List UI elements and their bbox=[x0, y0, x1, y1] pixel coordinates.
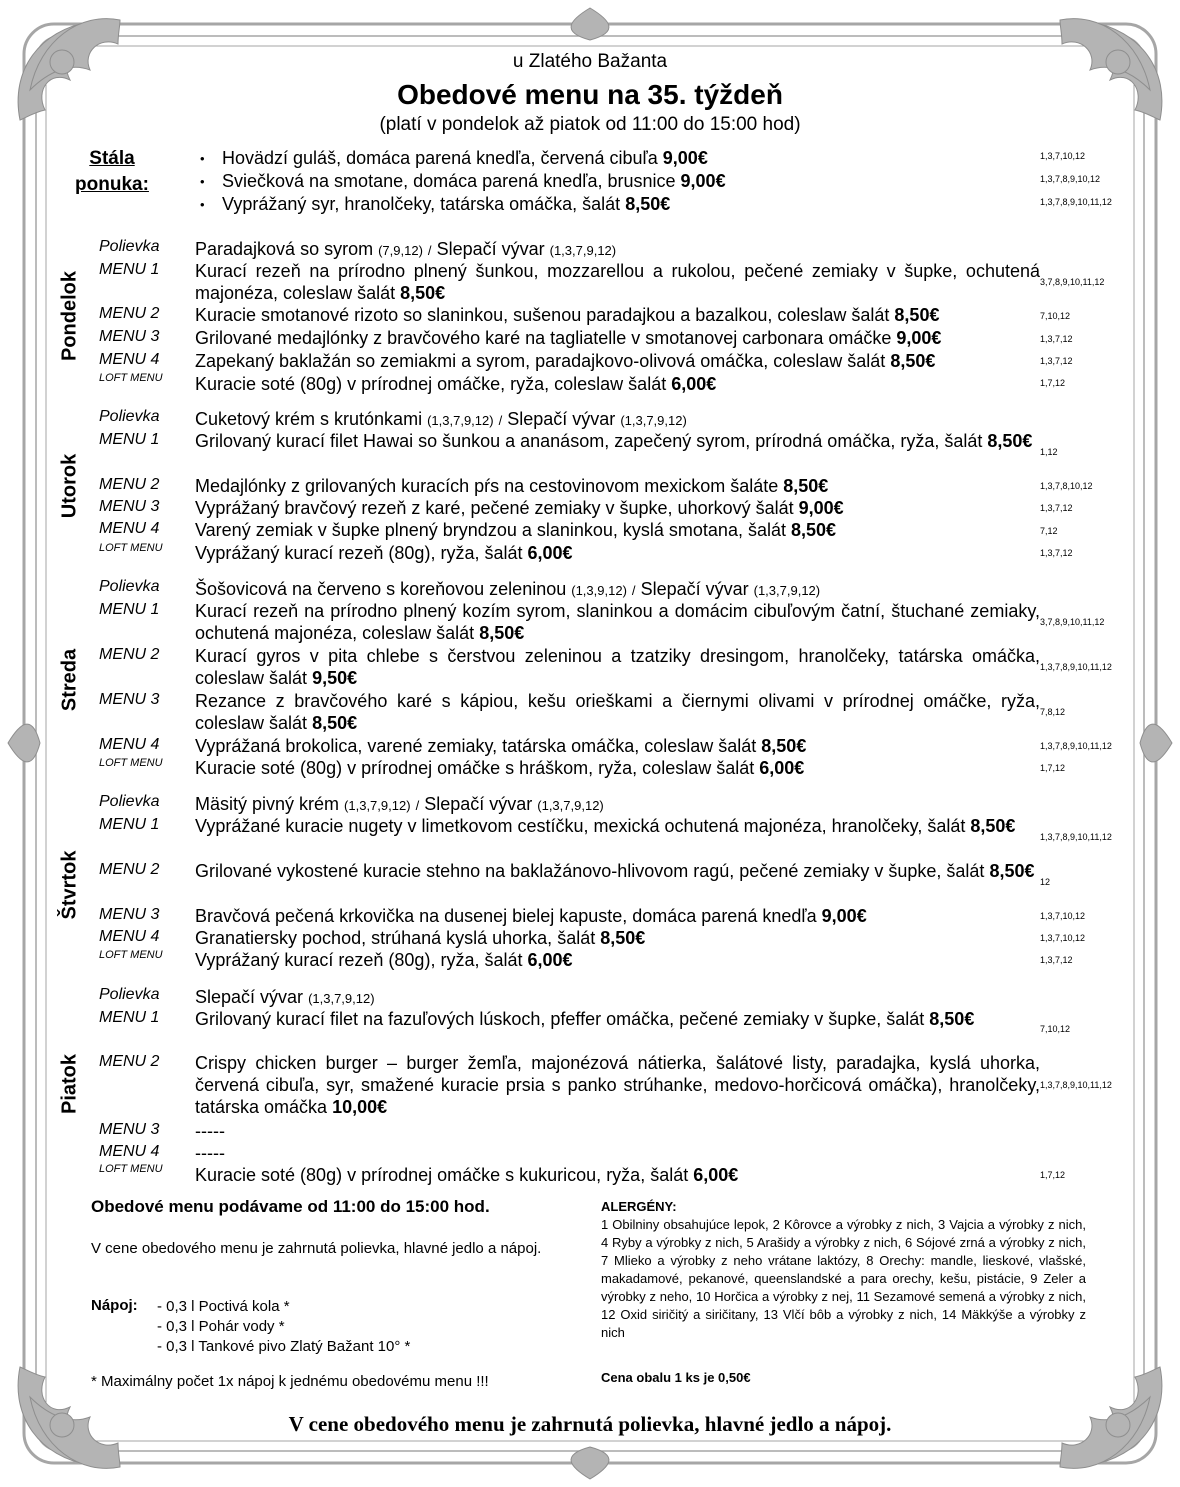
allergen-codes: 1,7,12 bbox=[1040, 1170, 1066, 1180]
menu-item: Kuracie soté (80g) v prírodnej omáčke, ryža, coleslaw šalát 6,00€ bbox=[195, 374, 717, 394]
allergen-codes: 1,3,7,10,12 bbox=[1040, 911, 1086, 921]
menu-label: LOFT MENU bbox=[99, 757, 163, 769]
menu-label: MENU 3 bbox=[99, 906, 160, 923]
menu-item: Zapekaný baklažán so zemiakmi a syrom, paradajkovo-olivová omáčka, coleslaw šalát 8,50€ bbox=[195, 351, 936, 371]
menu-item: Crispy chicken burger – burger žemľa, majonézová nátierka, šalátové listy, paradajka, kyslá uhorka, červená cibuľa, syr, smažené kuracie prsia s panko strúhanke, medovo-horčicová omáčka), hranolčeky, tatárska omáčka 10,00€ bbox=[195, 1053, 1040, 1117]
allergen-codes: 1,3,7,12 bbox=[1040, 548, 1073, 558]
drink-limit-note: * Maximálny počet 1x nápoj k jednému obedovému menu !!! bbox=[91, 1373, 489, 1390]
price: 8,50€ bbox=[791, 520, 837, 540]
menu-label: MENU 1 bbox=[99, 431, 160, 448]
menu-label: MENU 2 bbox=[99, 476, 160, 493]
price: 8,50€ bbox=[312, 713, 358, 733]
allergen-codes: 7,10,12 bbox=[1040, 1024, 1071, 1034]
menu-item: Vyprážaný bravčový rezeň z karé, pečené zemiaky v šupke, uhorkový šalát 9,00€ bbox=[195, 498, 844, 518]
price: 6,00€ bbox=[693, 1165, 739, 1185]
soup-label: Polievka bbox=[99, 408, 160, 425]
bullet-icon: • bbox=[200, 197, 205, 212]
allergen-codes: 1,3,7,8,9,10,12 bbox=[1040, 174, 1101, 184]
price: 8,50€ bbox=[479, 623, 525, 643]
menu-item: Grilovaný kurací filet na fazuľových lúskoch, pfeffer omáčka, pečené zemiaky v šupke, šalát 8,50€ bbox=[195, 1009, 975, 1029]
menu-item: Granatiersky pochod, strúhaná kyslá uhorka, šalát 8,50€ bbox=[195, 928, 646, 948]
allergen-codes: 1,3,7,8,9,10,11,12 bbox=[1040, 832, 1112, 842]
allergen-codes: 1,3,7,8,9,10,11,12 bbox=[1040, 741, 1112, 751]
price: 8,50€ bbox=[987, 431, 1033, 451]
bullet-icon: • bbox=[200, 174, 205, 189]
allergen-codes: 1,3,7,8,10,12 bbox=[1040, 481, 1093, 491]
allergen-codes: 1,12 bbox=[1040, 447, 1058, 457]
drink-item: - 0,3 l Tankové pivo Zlatý Bažant 10° * bbox=[157, 1338, 411, 1355]
menu-label: MENU 2 bbox=[99, 305, 160, 322]
menu-item: Vyprážané kuracie nugety v limetkovom cestíčku, mexická ochutená majonéza, hranolčeky, šalát 8,50€ bbox=[195, 816, 1016, 836]
price: 8,50€ bbox=[890, 351, 936, 371]
price: 9,00€ bbox=[798, 498, 844, 518]
menu-label: MENU 3 bbox=[99, 1121, 160, 1138]
permanent-offer-label: Stála ponuka: bbox=[75, 148, 149, 195]
price: 6,00€ bbox=[527, 543, 573, 563]
price: 8,50€ bbox=[970, 816, 1016, 836]
allergen-codes: 1,3,7,8,9,10,11,12 bbox=[1040, 662, 1112, 672]
price: 6,00€ bbox=[671, 374, 717, 394]
allergen-codes: 3,7,8,9,10,11,12 bbox=[1040, 277, 1105, 287]
menu-item: Bravčová pečená krkovička na dusenej bielej kapuste, domáca parená knedľa 9,00€ bbox=[195, 906, 867, 926]
restaurant-name: u Zlatého Bažanta bbox=[512, 51, 668, 72]
price: 8,50€ bbox=[600, 928, 646, 948]
price: 8,50€ bbox=[929, 1009, 975, 1029]
price: 8,50€ bbox=[400, 283, 446, 303]
menu-label: LOFT MENU bbox=[99, 1163, 163, 1175]
allergen-codes: 1,3,7,12 bbox=[1040, 356, 1073, 366]
menu-item: Grilovaný kurací filet Hawai so šunkou a ananásom, zapečený syrom, prírodná omáčka, ryža, šalát 8,50€ bbox=[195, 431, 1033, 451]
allergens-legend: 1 Obilniny obsahujúce lepok, 2 Kôrovce a výrobky z nich, 3 Vajcia a výrobky z nich, 4 Ryby a výrobky z nich, 5 Arašidy a výrobky z nich, 6 Sójové zrná a výrobky z nich, 7 Mlieko a výrobky z neho vrátane laktózy, 8 Orechy: mandle, lieskové, vlašské, makadamové, pekanové, queenslandské a para orechy, kešu, pistácie, 9 Zeler a výrobky z neho, 10 Horčica a výrobky z nej, 11 Sezamové semená a výrobky z nich, 12 Oxid siričitý a siričitany, 13 Vlčí bôb a výrobky z nich, 14 Mäkkýše a výrobky z nich bbox=[601, 1217, 1086, 1340]
menu-item: Kuracie smotanové rizoto so slaninkou, sušenou paradajkou a bazalkou, coleslaw šalát 8,50€ bbox=[195, 305, 940, 325]
price: 9,00€ bbox=[680, 171, 726, 191]
menu-item: Kuracie soté (80g) v prírodnej omáčke s kukuricou, ryža, šalát 6,00€ bbox=[195, 1165, 739, 1185]
menu-label: MENU 4 bbox=[99, 1143, 160, 1160]
menu-label: MENU 4 bbox=[99, 520, 160, 537]
allergen-codes: 1,3,7,12 bbox=[1040, 334, 1073, 344]
menu-item: Grilované medajlónky z bravčového karé na tagliatelle v smotanovej carbonara omáčke 9,00€ bbox=[195, 328, 942, 348]
price: 6,00€ bbox=[759, 758, 805, 778]
bullet-icon: • bbox=[200, 151, 205, 166]
allergen-codes: 7,12 bbox=[1040, 526, 1058, 536]
serving-hours: Obedové menu podávame od 11:00 do 15:00 hod. bbox=[91, 1197, 490, 1216]
soup-item: Šošovicová na červeno s koreňovou zeleninou (1,3,9,12) / Slepačí vývar (1,3,7,9,12) bbox=[195, 579, 821, 599]
price: 8,50€ bbox=[989, 861, 1035, 881]
menu-item: Grilované vykostené kuracie stehno na baklažánovo-hlivovom ragú, pečené zemiaky v šupke, šalát 8,50€ bbox=[195, 861, 1035, 881]
allergen-codes: 7,8,12 bbox=[1040, 707, 1066, 717]
menu-label: MENU 1 bbox=[99, 816, 160, 833]
menu-label: MENU 3 bbox=[99, 691, 160, 708]
menu-label: MENU 4 bbox=[99, 736, 160, 753]
menu-label: MENU 3 bbox=[99, 498, 160, 515]
soup-label: Polievka bbox=[99, 578, 160, 595]
price: 8,50€ bbox=[894, 305, 940, 325]
menu-label: LOFT MENU bbox=[99, 372, 163, 384]
menu-item: Kurací gyros v pita chlebe s čerstvou zeleninou a tzatziky dresingom, hranolčeky, tatárska omáčka, coleslaw šalát 9,50€ bbox=[195, 646, 1040, 688]
price: 9,00€ bbox=[662, 148, 708, 168]
menu-item: ----- bbox=[195, 1143, 225, 1163]
soup-item: Mäsitý pivný krém (1,3,7,9,12) / Slepačí vývar (1,3,7,9,12) bbox=[195, 794, 604, 814]
menu-item: Varený zemiak v šupke plnený bryndzou a slaninkou, kyslá smotana, šalát 8,50€ bbox=[195, 520, 837, 540]
allergen-codes: 1,3,7,12 bbox=[1040, 503, 1073, 513]
allergen-codes: 1,3,7,10,12 bbox=[1040, 151, 1086, 161]
menu-item: Kuracie soté (80g) v prírodnej omáčke s hráškom, ryža, coleslaw šalát 6,00€ bbox=[195, 758, 805, 778]
drinks-label: Nápoj: bbox=[91, 1297, 138, 1314]
soup-label: Polievka bbox=[99, 793, 160, 810]
price: 8,50€ bbox=[625, 194, 671, 214]
menu-label: MENU 2 bbox=[99, 861, 160, 878]
allergen-codes: 1,7,12 bbox=[1040, 763, 1066, 773]
menu-item: Kurací rezeň na prírodno plnený šunkou, mozzarellou a rukolou, pečené zemiaky v šupke, ochutená majonéza, coleslaw šalát 8,50€ bbox=[195, 261, 1040, 303]
packaging-price: Cena obalu 1 ks je 0,50€ bbox=[601, 1370, 751, 1385]
menu-item: Vyprážaný kurací rezeň (80g), ryža, šalát 6,00€ bbox=[195, 950, 573, 970]
allergen-codes: 1,7,12 bbox=[1040, 378, 1066, 388]
price-includes-note: V cene obedového menu je zahrnutá polievka, hlavné jedlo a nápoj. bbox=[91, 1240, 542, 1257]
menu-item: Vyprážaný kurací rezeň (80g), ryža, šalát 6,00€ bbox=[195, 543, 573, 563]
allergen-codes: 12 bbox=[1040, 877, 1051, 887]
menu-validity: (platí v pondelok až piatok od 11:00 do 15:00 hod) bbox=[379, 114, 801, 135]
price: 9,00€ bbox=[896, 328, 942, 348]
menu-label: MENU 2 bbox=[99, 646, 160, 663]
drink-item: - 0,3 l Pohár vody * bbox=[157, 1318, 285, 1335]
allergen-codes: 1,3,7,8,9,10,11,12 bbox=[1040, 1080, 1112, 1090]
soup-item: Paradajková so syrom (7,9,12) / Slepačí vývar (1,3,7,9,12) bbox=[195, 239, 617, 259]
menu-label: LOFT MENU bbox=[99, 949, 163, 961]
price: 9,00€ bbox=[821, 906, 867, 926]
soup-item: Cuketový krém s krutónkami (1,3,7,9,12) / Slepačí vývar (1,3,7,9,12) bbox=[195, 409, 687, 429]
allergen-codes: 3,7,8,9,10,11,12 bbox=[1040, 617, 1105, 627]
price: 10,00€ bbox=[332, 1097, 388, 1117]
menu-label: MENU 2 bbox=[99, 1053, 160, 1070]
menu-item: ----- bbox=[195, 1121, 225, 1141]
menu-label: MENU 4 bbox=[99, 928, 160, 945]
menu-label: MENU 1 bbox=[99, 1009, 160, 1026]
menu-item: Rezance z bravčového karé s kápiou, kešu orieškami a čiernymi olivami v prírodnej omáčke, ryža, coleslaw šalát 8,50€ bbox=[195, 691, 1040, 733]
menu-label: LOFT MENU bbox=[99, 542, 163, 554]
soup-label: Polievka bbox=[99, 986, 160, 1003]
menu-label: MENU 1 bbox=[99, 261, 160, 278]
menu-label: MENU 4 bbox=[99, 351, 160, 368]
allergen-codes: 1,3,7,12 bbox=[1040, 955, 1073, 965]
footer-note: V cene obedového menu je zahrnutá polievka, hlavné jedlo a nápoj. bbox=[288, 1412, 892, 1436]
price: 9,50€ bbox=[312, 668, 358, 688]
menu-label: MENU 3 bbox=[99, 328, 160, 345]
price: 8,50€ bbox=[783, 476, 829, 496]
drinks-list bbox=[157, 1297, 410, 1357]
menu-item: Vyprážaná brokolica, varené zemiaky, tatárska omáčka, coleslaw šalát 8,50€ bbox=[195, 736, 807, 756]
soup-item: Slepačí vývar (1,3,7,9,12) bbox=[195, 987, 375, 1007]
drink-item: - 0,3 l Poctivá kola * bbox=[157, 1298, 290, 1315]
menu-title: Obedové menu na 35. týždeň bbox=[397, 79, 783, 110]
price: 6,00€ bbox=[527, 950, 573, 970]
menu-item: Medajlónky z grilovaných kuracích pŕs na cestovinovom mexickom šaláte 8,50€ bbox=[195, 476, 829, 496]
allergens-heading: ALERGÉNY: bbox=[601, 1199, 677, 1214]
allergen-codes: 1,3,7,10,12 bbox=[1040, 933, 1086, 943]
menu-item: Kurací rezeň na prírodno plnený kozím syrom, slaninkou a domácim cibuľovým čatní, štuchané zemiaky, ochutená majonéza, coleslaw šalát 8,50€ bbox=[195, 601, 1040, 643]
allergen-codes: 1,3,7,8,9,10,11,12 bbox=[1040, 197, 1112, 207]
soup-label: Polievka bbox=[99, 238, 160, 255]
menu-label: MENU 1 bbox=[99, 601, 160, 618]
allergen-codes: 7,10,12 bbox=[1040, 311, 1071, 321]
price: 8,50€ bbox=[761, 736, 807, 756]
